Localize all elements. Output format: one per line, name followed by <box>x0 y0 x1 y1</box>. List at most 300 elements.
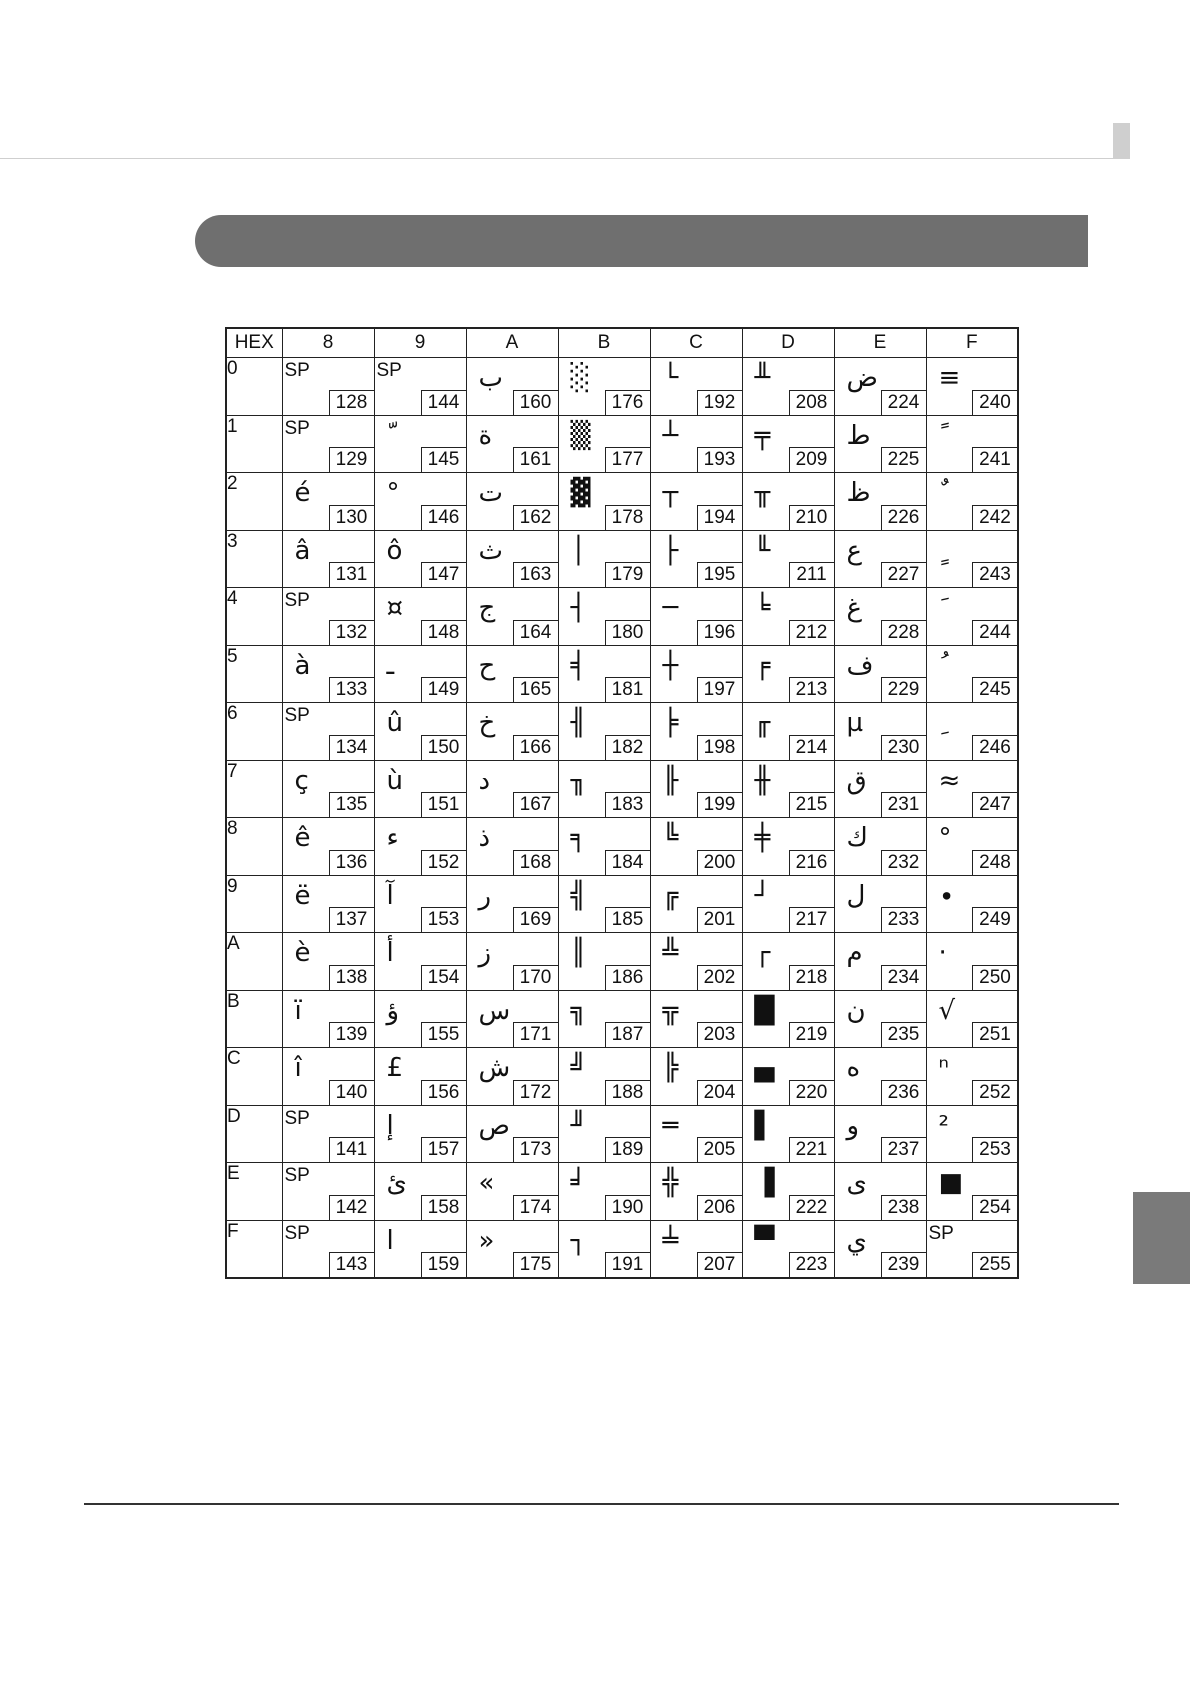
row-header: 5 <box>226 645 282 703</box>
char-glyph: ح <box>478 650 496 681</box>
char-code: 213 <box>789 677 834 702</box>
column-header: D <box>742 328 834 358</box>
char-cell <box>742 415 834 473</box>
char-cell <box>834 875 926 933</box>
char-glyph: ╝ <box>570 1053 587 1083</box>
char-glyph: è <box>294 938 311 968</box>
char-code: 172 <box>513 1080 558 1105</box>
char-cell <box>558 990 650 1048</box>
char-glyph: ئ <box>386 1168 407 1198</box>
chapter-side-tab <box>1133 1192 1190 1284</box>
table-row <box>226 933 1018 991</box>
char-code: 215 <box>789 792 834 817</box>
char-cell <box>650 875 742 933</box>
char-code: 176 <box>605 390 650 415</box>
char-cell <box>374 358 466 416</box>
char-glyph: ║ <box>570 938 587 968</box>
char-glyph: ╚ <box>662 823 679 853</box>
char-code: 195 <box>697 562 742 587</box>
char-code: 227 <box>881 562 926 587</box>
char-glyph: µ <box>846 708 864 738</box>
char-glyph: ب <box>478 363 503 393</box>
char-code: 229 <box>881 677 926 702</box>
char-glyph: ى <box>846 1168 867 1198</box>
char-cell <box>834 703 926 761</box>
char-cell <box>466 818 558 876</box>
char-cell <box>282 415 374 473</box>
char-cell <box>742 358 834 416</box>
char-glyph: ■ <box>938 1168 964 1198</box>
char-code: 218 <box>789 965 834 990</box>
char-glyph: ù <box>386 765 403 796</box>
char-cell <box>466 1105 558 1163</box>
section-title-bar <box>195 215 1088 267</box>
char-glyph: SP <box>376 360 402 381</box>
header-tab-marker <box>1113 123 1130 158</box>
char-glyph: ╪ <box>754 823 771 853</box>
char-glyph: ▀ <box>754 1225 775 1256</box>
char-glyph: غ <box>846 593 863 623</box>
char-code: 128 <box>329 390 374 415</box>
char-code: 152 <box>421 850 466 875</box>
char-cell <box>466 933 558 991</box>
char-cell <box>374 875 466 933</box>
char-glyph: û <box>386 708 403 738</box>
char-cell <box>650 473 742 531</box>
char-glyph: ≡ <box>938 363 961 393</box>
char-glyph: إ <box>386 1110 394 1141</box>
char-cell <box>742 645 834 703</box>
char-cell <box>834 990 926 1048</box>
char-code: 143 <box>329 1252 374 1277</box>
char-cell <box>558 358 650 416</box>
char-glyph: آ <box>386 880 394 911</box>
char-cell <box>650 415 742 473</box>
table-row <box>226 530 1018 588</box>
char-code: 242 <box>972 505 1017 530</box>
char-glyph: ي <box>846 1225 867 1256</box>
char-cell <box>742 990 834 1048</box>
char-glyph: î <box>294 1053 302 1083</box>
row-header: A <box>226 933 282 991</box>
char-cell <box>282 933 374 991</box>
char-cell <box>282 990 374 1048</box>
char-glyph: SP <box>284 1165 310 1186</box>
char-cell <box>742 818 834 876</box>
char-glyph: ╖ <box>570 765 587 796</box>
char-cell <box>558 1163 650 1221</box>
char-cell <box>650 818 742 876</box>
char-glyph: ن <box>846 995 866 1026</box>
char-glyph: ظ <box>846 478 871 508</box>
char-code: 234 <box>881 965 926 990</box>
char-code: 226 <box>881 505 926 530</box>
char-glyph: · <box>938 938 947 968</box>
char-cell <box>650 703 742 761</box>
char-code: 163 <box>513 562 558 587</box>
char-code: 192 <box>697 390 742 415</box>
char-code: 138 <box>329 965 374 990</box>
char-cell <box>374 703 466 761</box>
char-cell <box>650 530 742 588</box>
column-header: E <box>834 328 926 358</box>
char-glyph: د <box>478 765 491 796</box>
char-glyph: ▌ <box>754 1110 775 1141</box>
char-cell <box>374 1048 466 1106</box>
char-glyph: ش <box>478 1053 511 1083</box>
column-header: B <box>558 328 650 358</box>
table-row <box>226 990 1018 1048</box>
char-code: 149 <box>421 677 466 702</box>
char-code: 214 <box>789 735 834 760</box>
row-header: 2 <box>226 473 282 531</box>
char-code: 201 <box>697 907 742 932</box>
char-glyph: ث <box>478 535 503 566</box>
char-cell <box>466 415 558 473</box>
char-glyph: ┤ <box>570 593 587 623</box>
char-code: 131 <box>329 562 374 587</box>
char-code: 217 <box>789 907 834 932</box>
char-cell <box>558 1105 650 1163</box>
char-glyph: SP <box>284 705 310 726</box>
char-code: 188 <box>605 1080 650 1105</box>
column-header: F <box>926 328 1018 358</box>
char-glyph: ê <box>294 823 311 853</box>
char-cell <box>926 530 1018 588</box>
char-code: 254 <box>972 1195 1017 1220</box>
char-code: 144 <box>421 390 466 415</box>
char-cell <box>742 530 834 588</box>
char-glyph: ╡ <box>570 650 587 681</box>
char-cell <box>466 645 558 703</box>
row-header: E <box>226 1163 282 1221</box>
char-cell <box>650 358 742 416</box>
char-code: 166 <box>513 735 558 760</box>
char-cell <box>466 1220 558 1278</box>
char-cell <box>466 530 558 588</box>
char-code: 207 <box>697 1252 742 1277</box>
char-code: 135 <box>329 792 374 817</box>
char-code: 235 <box>881 1022 926 1047</box>
char-glyph: ل <box>846 880 866 911</box>
char-glyph: ╦ <box>662 995 679 1026</box>
char-code: 145 <box>421 447 466 472</box>
char-cell <box>374 760 466 818</box>
char-glyph: ─ <box>662 593 679 623</box>
table-row <box>226 875 1018 933</box>
char-cell <box>558 645 650 703</box>
char-cell <box>834 473 926 531</box>
char-cell <box>742 703 834 761</box>
char-glyph: ╢ <box>570 708 587 738</box>
char-cell <box>466 875 558 933</box>
char-glyph: ز <box>478 938 492 968</box>
char-glyph: ┐ <box>570 1225 587 1256</box>
char-cell <box>374 933 466 991</box>
column-header: 8 <box>282 328 374 358</box>
character-code-table <box>225 327 1019 1279</box>
char-glyph: ╘ <box>754 593 771 623</box>
char-glyph: ت <box>478 478 503 508</box>
row-header: D <box>226 1105 282 1163</box>
char-code: 200 <box>697 850 742 875</box>
header-rule <box>0 158 1130 159</box>
char-glyph: ض <box>846 363 878 393</box>
char-cell <box>558 703 650 761</box>
char-code: 238 <box>881 1195 926 1220</box>
char-glyph: ╛ <box>570 1168 587 1198</box>
char-code: 244 <box>972 620 1017 645</box>
char-glyph: « <box>478 1168 495 1198</box>
char-code: 255 <box>972 1252 1017 1277</box>
char-glyph: £ <box>386 1053 404 1083</box>
char-glyph: خ <box>478 708 496 738</box>
char-glyph: ô <box>386 535 403 566</box>
char-cell <box>926 415 1018 473</box>
char-cell <box>926 1220 1018 1278</box>
char-cell <box>282 703 374 761</box>
char-glyph: SP <box>284 1222 310 1244</box>
char-cell <box>466 473 558 531</box>
char-code: 194 <box>697 505 742 530</box>
char-cell <box>742 1048 834 1106</box>
char-cell <box>466 1163 558 1221</box>
char-code: 228 <box>881 620 926 645</box>
footer-rule <box>84 1503 1119 1505</box>
char-code: 181 <box>605 677 650 702</box>
char-code: 130 <box>329 505 374 530</box>
char-code: 178 <box>605 505 650 530</box>
row-header: 4 <box>226 588 282 646</box>
table-row <box>226 358 1018 416</box>
char-code: 132 <box>329 620 374 645</box>
char-code: 206 <box>697 1195 742 1220</box>
char-glyph: ┘ <box>754 880 771 911</box>
char-cell <box>650 933 742 991</box>
char-cell <box>558 473 650 531</box>
char-cell <box>834 1048 926 1106</box>
char-cell <box>374 990 466 1048</box>
char-glyph: ╬ <box>662 1168 679 1198</box>
char-code: 187 <box>605 1022 650 1047</box>
char-code: 129 <box>329 447 374 472</box>
row-header: 7 <box>226 760 282 818</box>
char-code: 179 <box>605 562 650 587</box>
row-header: B <box>226 990 282 1048</box>
char-cell <box>834 530 926 588</box>
char-code: 223 <box>789 1252 834 1277</box>
char-glyph: █ <box>754 995 775 1026</box>
char-code: 186 <box>605 965 650 990</box>
char-glyph: ² <box>938 1110 949 1141</box>
table-row <box>226 473 1018 531</box>
char-cell <box>466 358 558 416</box>
char-code: 162 <box>513 505 558 530</box>
char-code: 180 <box>605 620 650 645</box>
char-code: 189 <box>605 1137 650 1162</box>
char-code: 220 <box>789 1080 834 1105</box>
char-cell <box>282 760 374 818</box>
table-row <box>226 818 1018 876</box>
char-code: 141 <box>329 1137 374 1162</box>
char-glyph: ╓ <box>754 708 771 738</box>
char-code: 225 <box>881 447 926 472</box>
table-row <box>226 1220 1018 1278</box>
char-code: 170 <box>513 965 558 990</box>
char-cell <box>558 818 650 876</box>
char-glyph: SP <box>284 417 310 439</box>
char-glyph: ╜ <box>570 1110 587 1141</box>
char-cell <box>558 875 650 933</box>
char-glyph: ═ <box>662 1110 679 1141</box>
char-code: 157 <box>421 1137 466 1162</box>
char-glyph: â <box>294 535 311 566</box>
char-code: 222 <box>789 1195 834 1220</box>
char-glyph: ï <box>294 995 302 1026</box>
char-cell <box>742 1220 834 1278</box>
char-glyph: ك <box>846 823 868 853</box>
char-code: 232 <box>881 850 926 875</box>
char-cell <box>558 1048 650 1106</box>
char-code: 161 <box>513 447 558 472</box>
char-code: 185 <box>605 907 650 932</box>
char-code: 197 <box>697 677 742 702</box>
char-glyph: √ <box>938 995 956 1026</box>
char-cell <box>926 818 1018 876</box>
char-code: 239 <box>881 1252 926 1277</box>
char-code: 153 <box>421 907 466 932</box>
char-cell <box>466 703 558 761</box>
char-code: 167 <box>513 792 558 817</box>
char-code: 205 <box>697 1137 742 1162</box>
char-code: 156 <box>421 1080 466 1105</box>
char-code: 204 <box>697 1080 742 1105</box>
char-code: 165 <box>513 677 558 702</box>
char-glyph: ج <box>478 593 496 623</box>
char-glyph: ╙ <box>754 535 771 566</box>
char-cell <box>282 530 374 588</box>
char-glyph: SP <box>284 360 310 381</box>
char-code: 148 <box>421 620 466 645</box>
char-code: 136 <box>329 850 374 875</box>
char-cell <box>282 358 374 416</box>
char-code: 174 <box>513 1195 558 1220</box>
char-code: 142 <box>329 1195 374 1220</box>
char-glyph: ╠ <box>662 1053 679 1083</box>
char-code: 154 <box>421 965 466 990</box>
char-code: 171 <box>513 1022 558 1047</box>
char-cell <box>742 875 834 933</box>
char-code: 233 <box>881 907 926 932</box>
table-row <box>226 645 1018 703</box>
char-cell <box>650 1163 742 1221</box>
char-cell <box>374 530 466 588</box>
header-row <box>226 328 1018 358</box>
char-cell <box>742 1105 834 1163</box>
char-code: 231 <box>881 792 926 817</box>
column-header: 9 <box>374 328 466 358</box>
char-code: 139 <box>329 1022 374 1047</box>
char-glyph: ء <box>386 823 399 853</box>
char-glyph: ° <box>386 478 400 508</box>
char-cell <box>466 1048 558 1106</box>
table-row <box>226 1105 1018 1163</box>
char-code: 212 <box>789 620 834 645</box>
char-cell <box>558 588 650 646</box>
char-glyph: ة <box>478 420 493 451</box>
char-glyph: ╔ <box>662 880 679 911</box>
char-code: 208 <box>789 390 834 415</box>
char-glyph: SP <box>928 1222 954 1244</box>
char-cell <box>742 588 834 646</box>
char-glyph: ▒ <box>570 420 591 451</box>
char-code: 216 <box>789 850 834 875</box>
char-code: 249 <box>972 907 1017 932</box>
char-cell <box>374 473 466 531</box>
char-cell <box>834 358 926 416</box>
char-cell <box>926 760 1018 818</box>
char-code: 246 <box>972 735 1017 760</box>
char-code: 160 <box>513 390 558 415</box>
char-cell <box>650 990 742 1048</box>
char-glyph: ص <box>478 1110 510 1141</box>
char-cell <box>926 1105 1018 1163</box>
char-glyph: ├ <box>662 535 679 566</box>
char-cell <box>742 1163 834 1221</box>
char-glyph: ▐ <box>754 1168 775 1198</box>
char-glyph: ┬ <box>662 478 679 508</box>
char-code: 250 <box>972 965 1017 990</box>
char-cell <box>926 875 1018 933</box>
char-cell <box>834 415 926 473</box>
char-code: 253 <box>972 1137 1017 1162</box>
char-cell <box>834 1163 926 1221</box>
row-header: C <box>226 1048 282 1106</box>
char-code: 168 <box>513 850 558 875</box>
char-code: 169 <box>513 907 558 932</box>
char-glyph: ° <box>938 823 952 853</box>
char-cell <box>650 760 742 818</box>
char-cell <box>558 1220 650 1278</box>
char-cell <box>466 760 558 818</box>
char-code: 243 <box>972 562 1017 587</box>
char-glyph: ╧ <box>662 1225 679 1256</box>
char-glyph: ط <box>846 420 871 451</box>
char-glyph: ░ <box>570 363 591 393</box>
char-cell <box>742 760 834 818</box>
table-body <box>226 358 1018 1278</box>
char-code: 182 <box>605 735 650 760</box>
char-code: 137 <box>329 907 374 932</box>
char-glyph: ⁿ <box>938 1053 949 1083</box>
char-code: 203 <box>697 1022 742 1047</box>
char-glyph: و <box>846 1110 860 1141</box>
char-cell <box>466 588 558 646</box>
char-glyph: │ <box>570 535 587 566</box>
char-glyph: أ <box>386 938 394 968</box>
char-glyph: é <box>294 478 311 508</box>
char-cell <box>926 473 1018 531</box>
char-glyph: ╫ <box>754 765 771 796</box>
char-cell <box>742 473 834 531</box>
char-code: 209 <box>789 447 834 472</box>
char-cell <box>282 588 374 646</box>
char-code: 140 <box>329 1080 374 1105</box>
char-cell <box>558 760 650 818</box>
char-glyph: ╟ <box>662 765 679 796</box>
char-glyph: ╒ <box>754 650 771 681</box>
char-code: 155 <box>421 1022 466 1047</box>
